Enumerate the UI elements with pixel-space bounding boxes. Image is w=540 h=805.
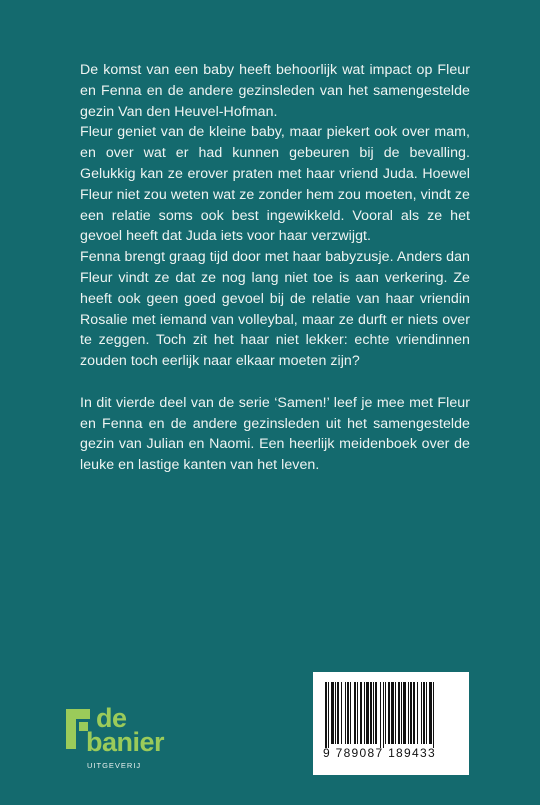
barcode-bar bbox=[328, 682, 329, 748]
barcode-bar bbox=[331, 682, 334, 744]
blurb-paragraph-4: In dit vierde deel van de serie ‘Samen!’ leef je mee met Fleur en Fenna en de andere gezinsleden uit het samengestelde gezin van Julian en Naomi. Een heerlijk meidenboek over de leuke en lastige kanten van het leven. bbox=[80, 394, 470, 474]
barcode-bar bbox=[337, 682, 339, 744]
barcode-bars bbox=[325, 682, 457, 748]
blurb-paragraph-2: Fleur geniet van de kleine baby, maar piekert ook over mam, en over wat er had kunnen gebeuren bij de bevalling. Gelukkig kan ze erover praten met haar vriend Juda. Hoewel Fleur niet zou weten wat ze zonder hem zou moeten, vindt ze een relatie soms ook best ingewikkeld. Vooral als ze het gevoel heeft dat Juda iets voor haar verzwijgt. bbox=[80, 124, 470, 245]
logo-word-banier: banier bbox=[86, 727, 165, 757]
barcode-bar bbox=[423, 682, 425, 744]
barcode-bar bbox=[403, 682, 406, 744]
isbn-barcode bbox=[313, 672, 469, 775]
barcode-bar bbox=[360, 682, 362, 744]
barcode-bar bbox=[408, 682, 409, 744]
blurb-paragraph-1: De komst van een baby heeft behoorlijk wat impact op Fleur en Fenna en de andere gezinsleden van het samengestelde gezin Van den Heuvel-Hofman. bbox=[80, 62, 470, 120]
barcode-bar bbox=[410, 682, 412, 744]
barcode-bar bbox=[417, 682, 418, 744]
barcode-bar bbox=[366, 682, 369, 744]
barcode-bar bbox=[370, 682, 372, 744]
barcode-bar bbox=[385, 682, 386, 744]
barcode-bar bbox=[325, 682, 327, 748]
barcode-bar bbox=[426, 682, 427, 744]
barcode-bar bbox=[354, 682, 356, 744]
barcode-bar bbox=[373, 682, 374, 744]
barcode-bar bbox=[341, 682, 342, 744]
barcode-bar bbox=[391, 682, 394, 744]
barcode-bar bbox=[388, 682, 390, 744]
barcode-bar bbox=[421, 682, 422, 744]
back-cover-blurb bbox=[80, 60, 470, 476]
barcode-bar bbox=[429, 682, 432, 744]
barcode-bar bbox=[380, 682, 381, 748]
barcode-bar bbox=[357, 682, 358, 744]
barcode-bar bbox=[395, 682, 396, 744]
barcode-bar bbox=[375, 682, 377, 744]
barcode-bar bbox=[364, 682, 365, 744]
barcode-bar bbox=[345, 682, 346, 744]
barcode-bar bbox=[398, 682, 400, 744]
barcode-bar bbox=[401, 682, 402, 744]
barcode-bar bbox=[383, 682, 384, 748]
barcode-bar bbox=[350, 682, 351, 744]
barcode-bar bbox=[347, 682, 349, 744]
logo-word-de: de bbox=[96, 703, 127, 733]
isbn-number: 9 789087 189433 bbox=[323, 746, 436, 760]
logo-subtitle: UITGEVERIJ bbox=[87, 761, 142, 770]
blurb-paragraph-3: Fenna brengt graag tijd door met haar babyzusje. Anders dan Fleur vindt ze dat ze nog lang niet toe is aan verkering. Ze heeft ook geen goed gevoel bij de relatie van haar vriendin Rosalie met iemand van volleybal, maar ze durft er niets over te zeggen. Toch zit het haar niet lekker: echte vriendinnen zouden toch eerlijk naar elkaar moeten zijn? bbox=[80, 249, 470, 370]
barcode-bar bbox=[413, 682, 415, 744]
publisher-logo bbox=[66, 703, 196, 783]
barcode-bar bbox=[335, 682, 336, 744]
barcode-bar bbox=[433, 682, 434, 748]
